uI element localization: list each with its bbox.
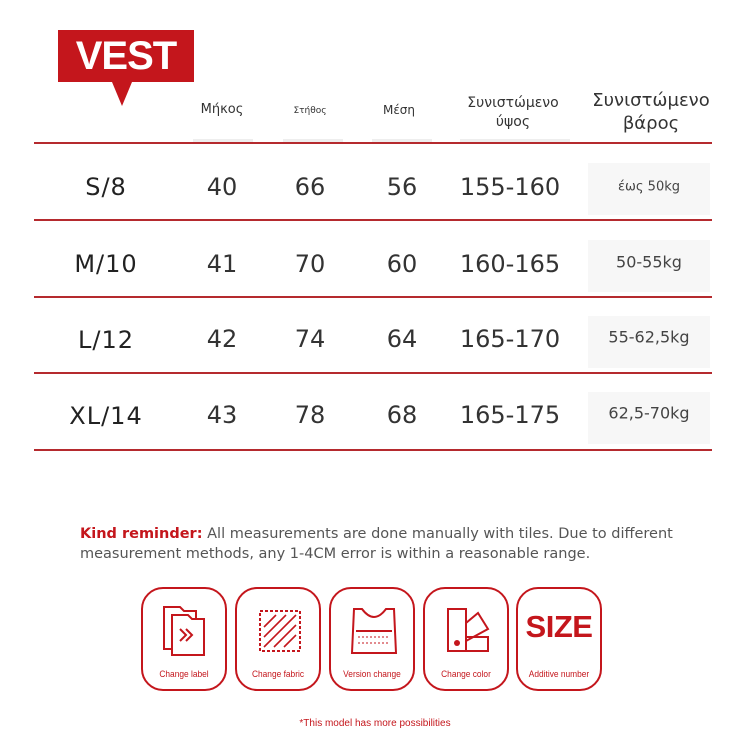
weight-value: 55-62,5kg <box>608 327 690 347</box>
waist-value: 64 <box>386 325 418 353</box>
chest-value: 70 <box>294 250 326 278</box>
change-fabric-card <box>235 587 321 691</box>
additive-number-card <box>516 587 602 691</box>
length-value: 41 <box>206 250 238 278</box>
version-change-card <box>329 587 415 691</box>
chest-value: 78 <box>294 401 326 429</box>
header-height <box>467 94 558 132</box>
waist-value: 56 <box>386 173 418 201</box>
height-value: 155-160 <box>459 173 561 201</box>
size-label: S/8 <box>85 173 127 201</box>
change-label-caption: Change label <box>159 669 209 680</box>
change-color-caption: Change color <box>441 669 491 680</box>
chest-value: 66 <box>294 173 326 201</box>
height-value: 165-170 <box>459 325 561 353</box>
table-rule <box>34 142 712 144</box>
change-color-card <box>423 587 509 691</box>
length-value: 40 <box>206 173 238 201</box>
size-label: M/10 <box>74 250 138 278</box>
header-chest: Στήθος <box>293 106 327 116</box>
header-length: Μήκος <box>200 102 244 117</box>
header-weight-line1: Συνιστώμενο <box>592 90 710 111</box>
height-value: 165-175 <box>459 401 561 429</box>
reminder-lead: Kind reminder: <box>80 526 203 542</box>
table-rule <box>34 219 712 221</box>
weight-value: 62,5-70kg <box>608 403 690 423</box>
version-change-icon <box>344 601 404 661</box>
header-height-line1: Συνιστώμενο <box>467 95 559 111</box>
size-text-icon: SIZE <box>525 609 593 644</box>
reminder-text: All measurements are done manually with tiles. Due to different measurement methods, any 1-4CM error is within a reasonable range. <box>80 526 673 562</box>
height-value: 160-165 <box>459 250 561 278</box>
table-rule <box>34 372 712 374</box>
size-label: L/12 <box>78 326 134 354</box>
length-value: 42 <box>206 325 238 353</box>
table-rule <box>34 449 712 451</box>
header-waist: Μέση <box>382 103 416 117</box>
change-label-icon <box>156 601 216 661</box>
change-fabric-caption: Change fabric <box>251 669 305 680</box>
change-fabric-icon <box>250 601 310 661</box>
tag-pointer <box>112 82 132 106</box>
size-label: XL/14 <box>69 402 143 430</box>
change-color-icon <box>438 601 498 661</box>
kind-reminder <box>80 524 690 564</box>
footnote: *This model has more possibilities <box>299 718 451 729</box>
header-height-line2: ύψος <box>495 114 531 130</box>
header-weight-line2: βάρος <box>622 113 680 134</box>
change-label-card <box>141 587 227 691</box>
table-rule <box>34 296 712 298</box>
weight-value: 50-55kg <box>616 252 682 272</box>
chest-value: 74 <box>294 325 326 353</box>
header-weight <box>592 89 710 135</box>
additive-number-caption: Additive number <box>528 669 590 680</box>
waist-value: 68 <box>386 401 418 429</box>
product-tag: VEST <box>58 30 194 82</box>
length-value: 43 <box>206 401 238 429</box>
waist-value: 60 <box>386 250 418 278</box>
version-change-caption: Version change <box>343 669 401 680</box>
weight-value: έως 50kg <box>618 179 680 195</box>
